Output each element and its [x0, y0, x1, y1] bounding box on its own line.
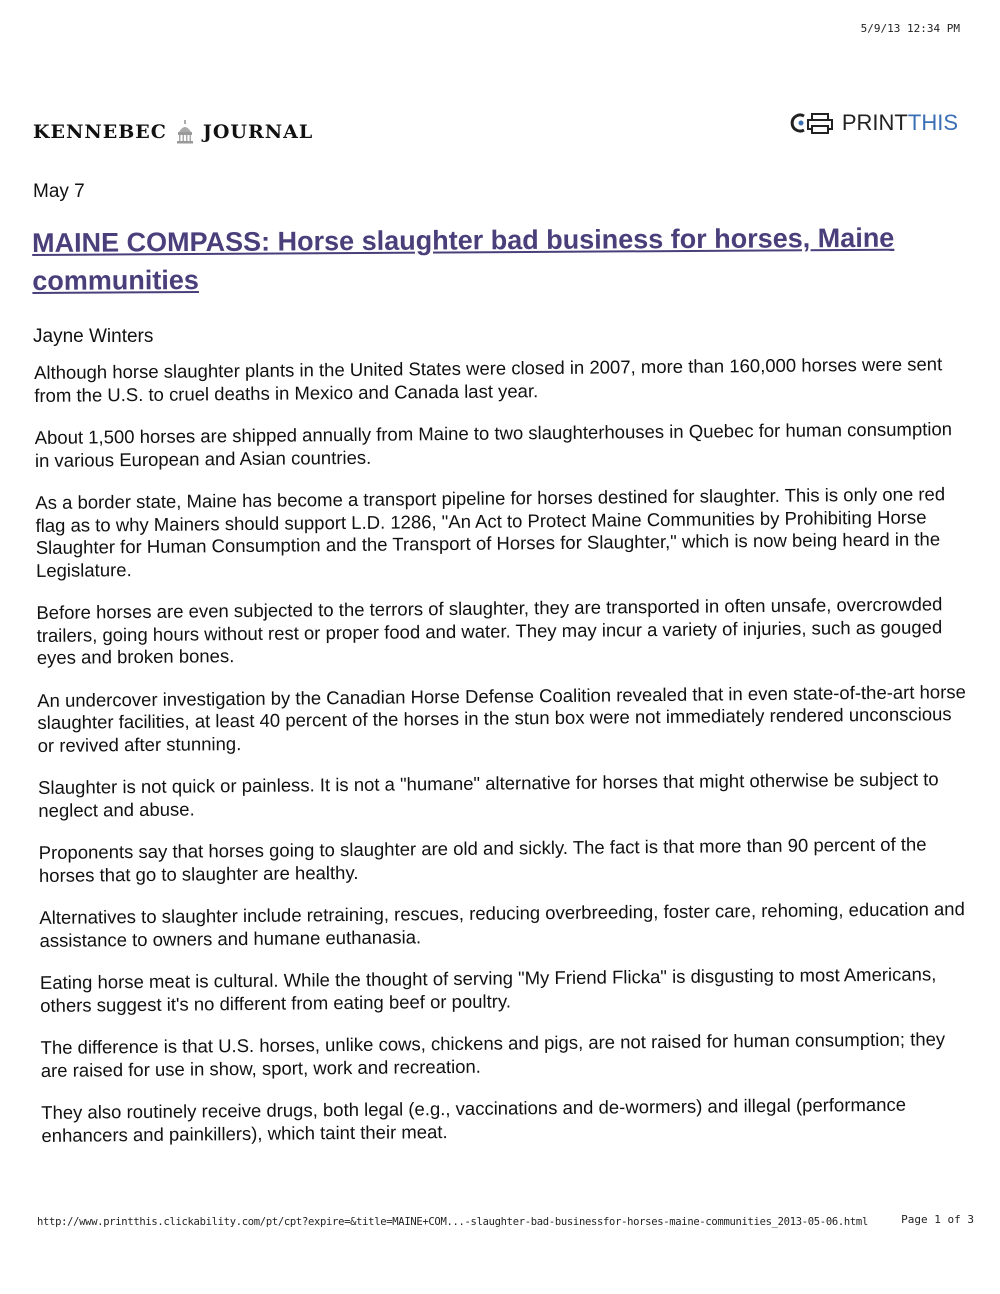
printer-icon [790, 111, 838, 135]
article-paragraph: About 1,500 horses are shipped annually from Maine to two slaughterhouses in Quebec for human consumption in various European and Asian countries. [34, 418, 953, 471]
article-headline[interactable]: MAINE COMPASS: Horse slaughter bad business for horses, Maine communities [32, 222, 895, 296]
footer-source-url: http://www.printthis.clickability.com/pt/cpt?expire=&title=MAINE+COM...-slaughter-bad-businessfor-horses-maine-communities_2013-05-06.html [37, 1216, 868, 1228]
masthead-right-word: JOURNAL [202, 121, 314, 143]
printthis-word-this: THIS [907, 110, 958, 135]
article-paragraph: Before horses are even subjected to the terrors of slaughter, they are transported in often unsafe, overcrowded trailers, going hours without rest or proper food and water. They may incur a variety of injuries, such as gouged eyes and broken bones. [36, 593, 943, 668]
article-paragraph: The difference is that U.S. horses, unlike cows, chickens and pigs, are not raised for human consumption; they are raised for use in show, sport, work and recreation. [40, 1028, 946, 1081]
printthis-logo [790, 110, 958, 136]
printthis-word-print: PRINT [841, 110, 908, 135]
article-paragraph: Alternatives to slaughter include retraining, rescues, reducing overbreeding, foster care, rehoming, education and assistance to owners and humane euthanasia. [39, 898, 965, 951]
article-paragraph: An undercover investigation by the Canadian Horse Defense Coalition revealed that in even state-of-the-art horse slaughter facilities, at least 40 percent of the horses in the stun box were not immediately rendered unconscious or revived after stunning. [37, 680, 966, 756]
print-timestamp: 5/9/13 12:34 PM [860, 22, 960, 35]
article-paragraph: Although horse slaughter plants in the United States were closed in 2007, more than 160,000 horses were sent from the U.S. to cruel deaths in Mexico and Canada last year. [34, 353, 943, 406]
footer-page-number: Page 1 of 3 [901, 1213, 974, 1226]
article-paragraph: Eating horse meat is cultural. While the thought of serving "My Friend Flicka" is disgusting to most Americans, others suggest it's no different from eating beef or poultry. [39, 963, 937, 1016]
article-paragraph: They also routinely receive drugs, both legal (e.g., vaccinations and de-wormers) and illegal (performance enhancers and painkillers), which taint their meat. [41, 1093, 907, 1146]
article-body [34, 353, 972, 1167]
masthead-left-word: KENNEBEC [33, 121, 167, 143]
article-author: Jayne Winters [33, 326, 154, 347]
newspaper-masthead [33, 120, 313, 144]
article-paragraph: Proponents say that horses going to slaughter are old and sickly. The fact is that more than 90 percent of the horses that go to slaughter are healthy. [38, 833, 927, 886]
capitol-dome-icon [175, 120, 195, 144]
article-date: May 7 [33, 181, 85, 202]
article-paragraph: Slaughter is not quick or painless. It is not a "humane" alternative for horses that might otherwise be subject to neglect and abuse. [37, 768, 939, 821]
article-paragraph: As a border state, Maine has become a transport pipeline for horses destined for slaughter. This is only one red flag as to why Mainers should support L.D. 1286, "An Act to Protect Maine Communities by Prohibiting Horse Slaughter for Human Consumption and the Transport of Horses for Slaughter," which is now being heard in the Legislature. [35, 483, 946, 581]
